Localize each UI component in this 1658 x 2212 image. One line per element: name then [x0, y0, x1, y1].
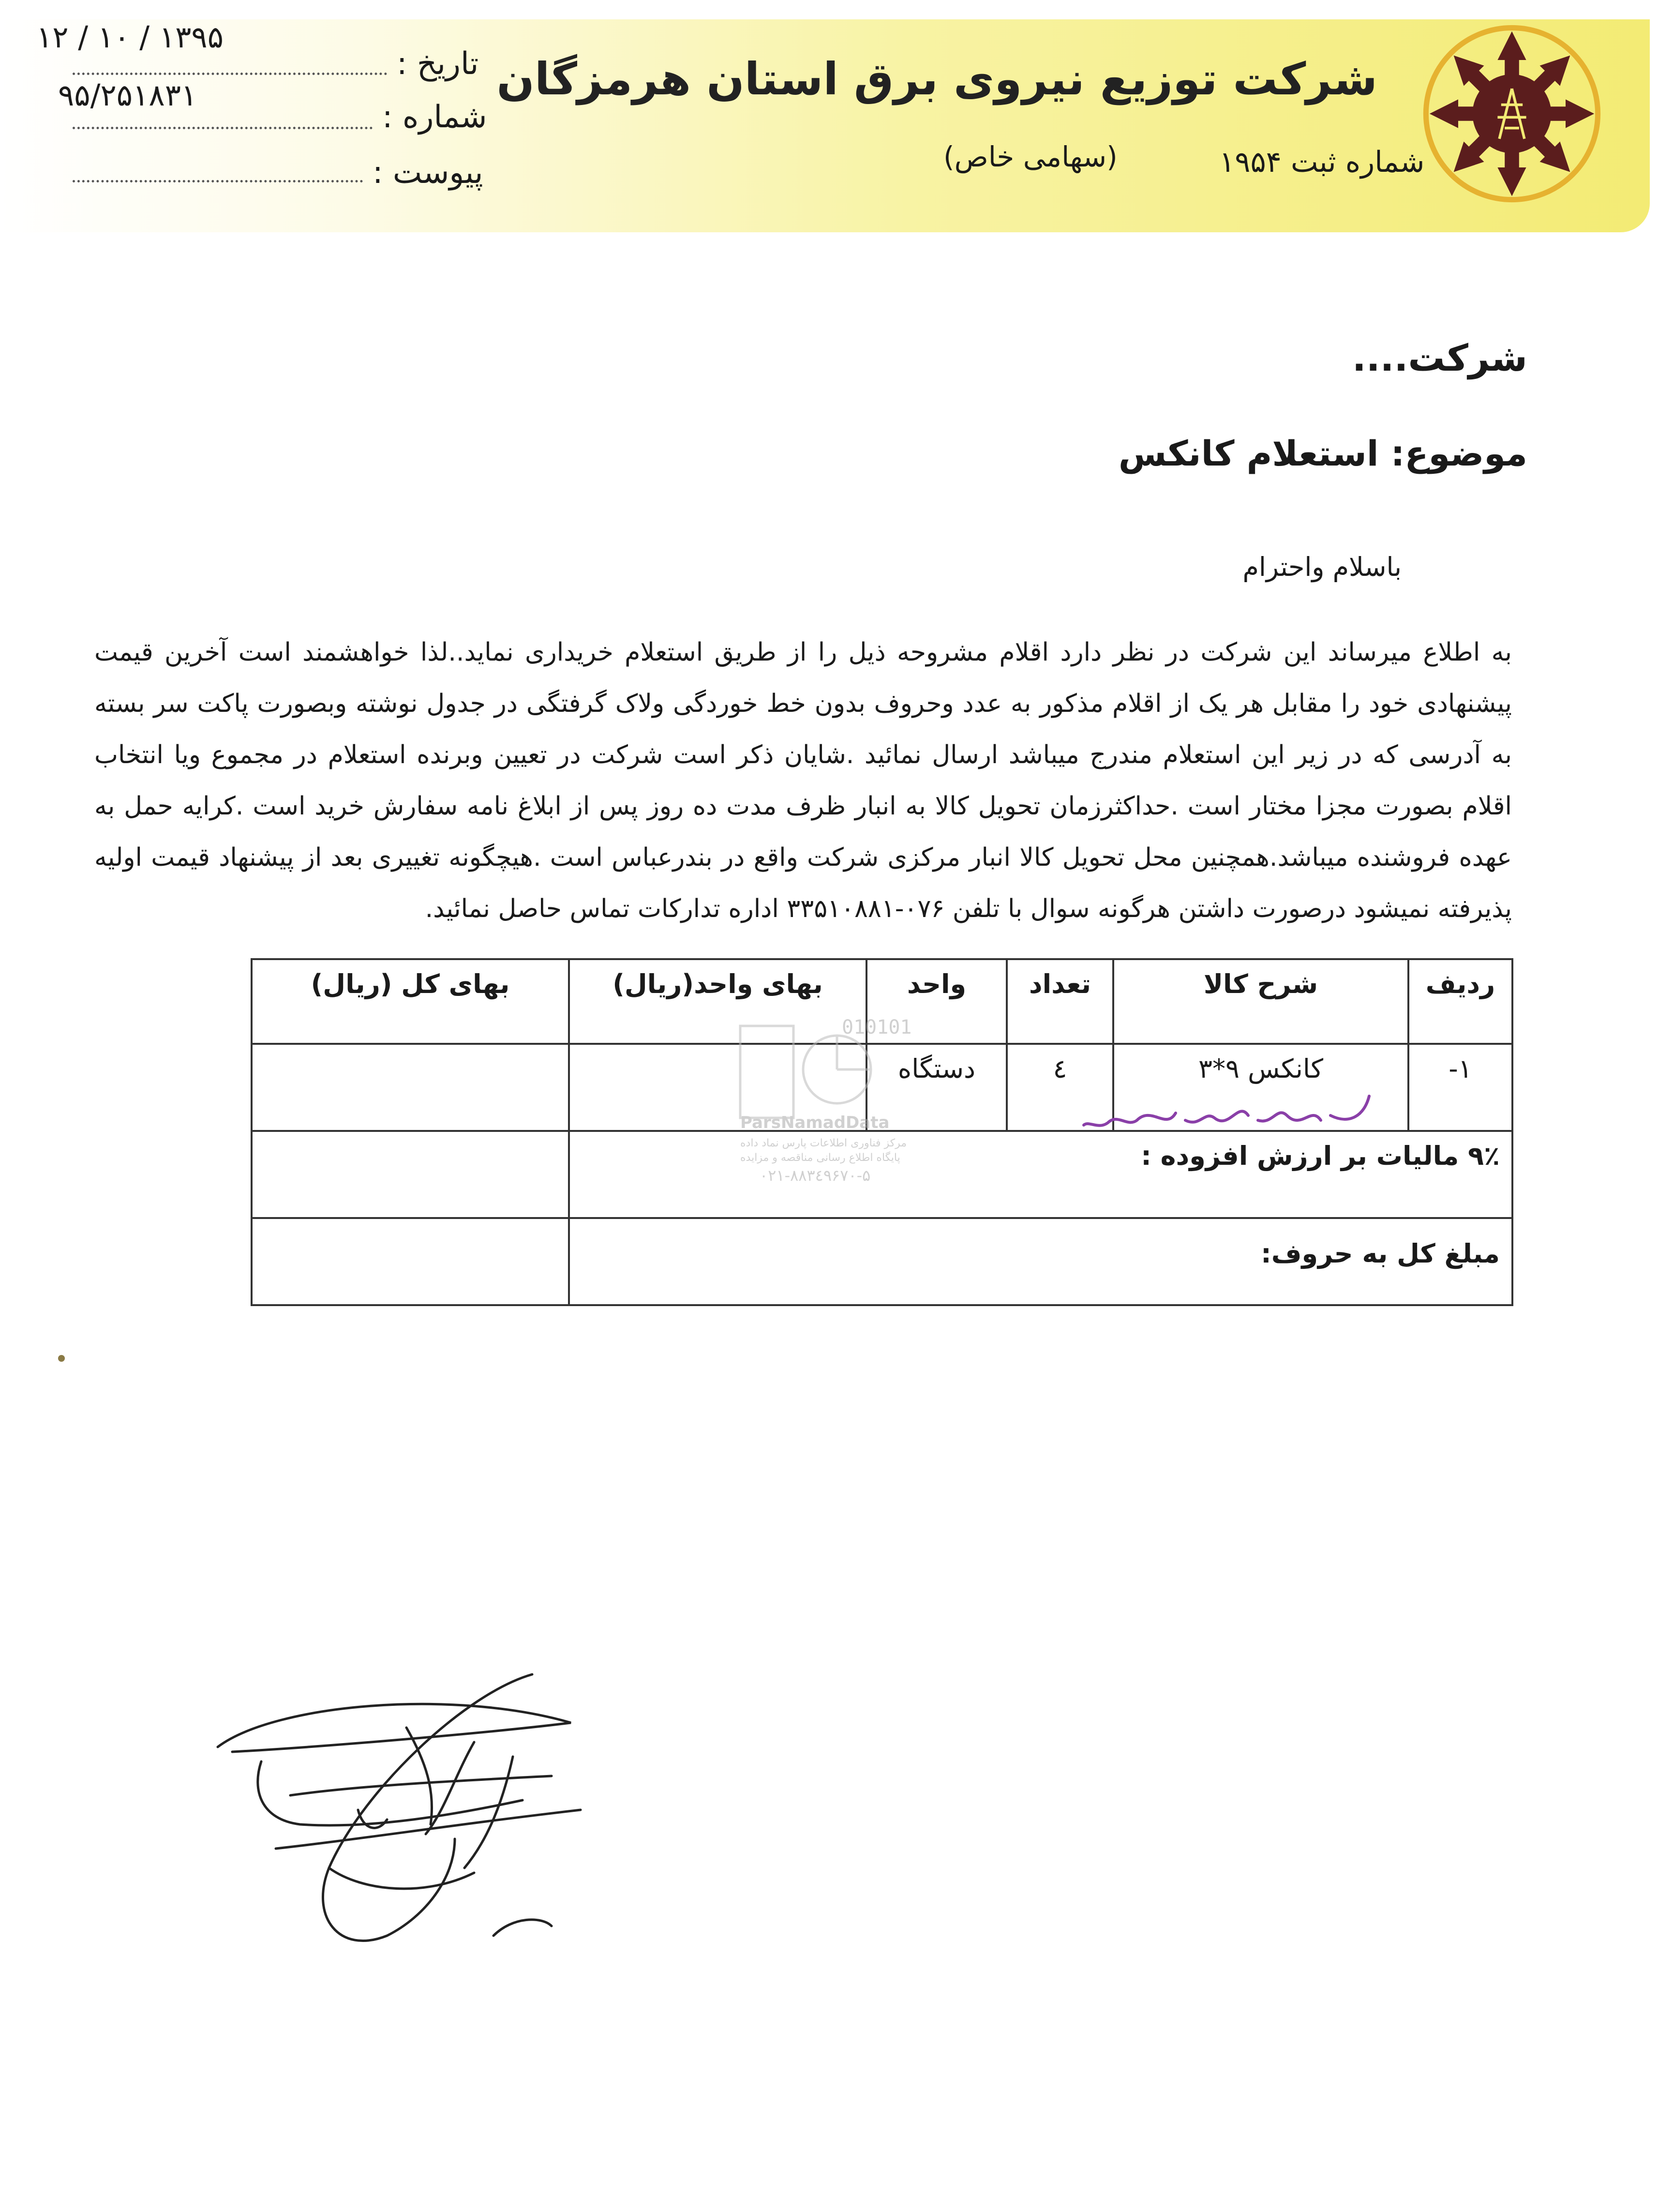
header-unit: واحد — [866, 959, 1007, 1044]
cell-quantity: ٤ — [1007, 1044, 1113, 1131]
watermark-brand: ParsNamadData — [740, 1113, 890, 1132]
letterhead-band — [0, 19, 1650, 232]
scan-speck — [58, 1355, 65, 1362]
vat-label: ۹٪ مالیات بر ارزش افزوده : — [569, 1131, 1512, 1218]
cell-row-number: ۱- — [1408, 1044, 1512, 1131]
subject: موضوع: استعلام کانکس — [1118, 433, 1527, 474]
cell-unit: دستگاه — [866, 1044, 1007, 1131]
cell-total-price — [252, 1044, 569, 1131]
watermark-stamp — [731, 1016, 934, 1190]
header-row-number: ردیف — [1408, 959, 1512, 1044]
watermark-phone: ۰۲۱-۸۸۳٤۹۶۷۰-۵ — [760, 1166, 871, 1185]
watermark-line2: پایگاه اطلاع رسانی مناقصه و مزایده — [740, 1152, 900, 1164]
letter-body: به اطلاع میرساند این شرکت در نظر دارد اقلام مشروحه ذیل را از طریق استعلام خریداری نماید..لذا خواهشمند است آخرین قیمت پیشنهادی خود را مقابل هر یک از اقلام مذکور به عدد وحروف بدون خط خوردگی ولاک گرفتگی در جدول نوشته وبصورت پاکت سر بسته به آدرسی که در زیر این استعلام مندرج میباشد ارسال نمائید .شایان ذکر است شرکت در تعیین وبرنده استعلام در مجموع ویا انتخاب اقلام بصورت مجزا مختار است .حداکثرزمان تحویل کالا به انبار ظرف مدت ده روز پس از ابلاغ نامه سفارش خرید است .کرایه حمل به عهده فروشنده میباشد.همچنین محل تحویل کالا انبار مرکزی شرکت واقع در بندرعباس است .هیچگونه تغییری بعد از پیشنهاد قیمت اولیه پذیرفته نمیشود درصورت داشتن هرگونه سوال با تلفن ۰۷۶-۳۳۵۱۰۸۸۱ اداره تدارکات تماس حاصل نمائید. — [94, 638, 1512, 923]
number-value: ۹۵/۲۵۱۸۳۱ — [58, 77, 197, 113]
total-words-label: مبلغ کل به حروف: — [569, 1218, 1512, 1305]
signature — [203, 1665, 639, 1979]
company-logo-icon — [1422, 24, 1601, 203]
cell-description: کانکس ۹*۳ — [1113, 1044, 1408, 1131]
company-type: (سهامی خاص) — [943, 140, 1118, 173]
header-unit-price: بهای واحد(ریال) — [569, 959, 866, 1044]
recipient: شرکت.... — [1352, 336, 1527, 379]
watermark-code: 010101 — [842, 1016, 912, 1038]
watermark-line1: مرکز فناوری اطلاعات پارس نماد داده — [740, 1137, 907, 1149]
date-label: تاریخ : — [397, 46, 479, 82]
attachment-dots — [73, 180, 363, 182]
greeting: باسلام واحترام — [1242, 552, 1402, 582]
date-value: ۱۲ / ۱۰ / ۱۳۹۵ — [36, 19, 224, 55]
header-quantity: تعداد — [1007, 959, 1113, 1044]
header-total-price: بهای کل (ریال) — [252, 959, 569, 1044]
number-label: شماره : — [382, 99, 487, 135]
handwritten-note — [1079, 1086, 1379, 1140]
date-dots — [73, 73, 387, 75]
attachment-label: پیوست : — [373, 155, 483, 191]
total-words-value — [252, 1218, 569, 1305]
vat-value — [252, 1131, 569, 1218]
number-dots — [73, 127, 373, 129]
header-description: شرح کالا — [1113, 959, 1408, 1044]
registration-number: شماره ثبت ۱۹۵۴ — [1219, 145, 1425, 179]
total-words-row — [252, 1218, 1512, 1305]
company-name: شرکت توزیع نیروی برق استان هرمزگان — [496, 53, 1377, 105]
